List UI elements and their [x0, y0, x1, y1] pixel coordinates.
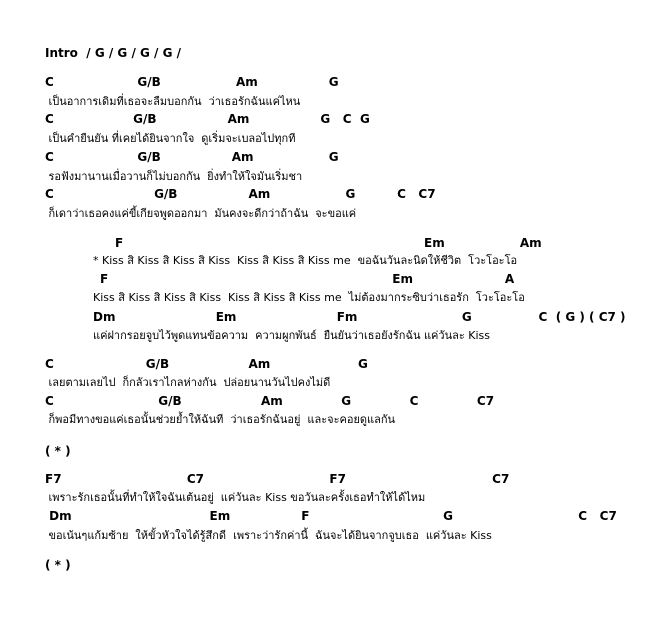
verse1-chord-3: C G/B Am G [45, 150, 339, 164]
intro-line: Intro / G / G / G / G / [45, 46, 181, 60]
verse1-chord-4: C G/B Am G C C7 [45, 187, 436, 201]
repeat-chorus-marker-2: ( * ) [45, 558, 71, 572]
verse1-lyric-1: เป็นอาการเดิมที่เธอจะลืมบอกกัน ว่าเธอรักฉันแค่ไหน [45, 95, 301, 108]
bridge-chord-2: Dm Em F G C C7 [45, 509, 617, 523]
verse1-chord-1: C G/B Am G [45, 75, 339, 89]
verse1-chord-2: C G/B Am G C G [45, 112, 370, 126]
verse1-lyric-3: รอฟังมานานเมื่อวานก็ไม่บอกกัน ยิ่งทำให้ใจมันเริ่มชา [45, 170, 303, 183]
verse2-chord-1: C G/B Am G [45, 357, 368, 371]
verse2-chord-2: C G/B Am G C C7 [45, 394, 495, 408]
chorus-chord-1: F Em Am [115, 236, 542, 250]
verse1-lyric-2: เป็นคำยืนยัน ที่เคยได้ยินจากใจ ดูเริ่มจะเบลอไปทุกที [45, 132, 296, 145]
bridge-lyric-1: เพราะรักเธอนั้นที่ทำให้ใจฉันเต้นอยู่ แค่วันละ Kiss ขอวันละครั้งเธอทำให้ได้ไหม [45, 491, 426, 504]
bridge-lyric-2: ขอเน้นๆแก้มซ้าย ให้ขั้วหัวใจได้รู้สึกดี เพราะว่ารักค่านี้ ฉันจะได้ยินจากจูบเธอ แค่วันละ Kiss [45, 529, 492, 542]
chorus-chord-2: F Em A [100, 272, 515, 286]
bridge-chord-1: F7 C7 F7 C7 [45, 472, 510, 486]
verse1-lyric-4: ก็เดาว่าเธอคงแค่ขี้เกียจพูดออกมา มันคงจะดีกว่าถ้าฉัน จะขอแค่ [45, 207, 357, 220]
repeat-chorus-marker-1: ( * ) [45, 444, 71, 458]
verse2-lyric-2: ก็พอมีทางขอแค่เธอนั้นช่วยย้ำให้ฉันที ว่าเธอรักฉันอยู่ และจะคอยดูแลกัน [45, 413, 396, 426]
chorus-chord-3: Dm Em Fm G C ( G ) ( C7 ) [93, 310, 626, 324]
chorus-lyric-3: แค่ฝากรอยจูบไว้พูดแทนข้อความ ความผูกพันธ์ ยืนยันว่าเธอยังรักฉัน แค่วันละ Kiss [93, 329, 490, 342]
verse2-lyric-1: เลยตามเลยไป ก็กลัวเราไกลห่างกัน ปล่อยนานวันไปคงไม่ดี [45, 376, 331, 389]
chorus-lyric-1: * Kiss สิ Kiss สิ Kiss สิ Kiss Kiss สิ Kiss สิ Kiss me ขอฉันวันละนิดให้ชีวิต โวะโอะโอ [93, 254, 518, 267]
chorus-lyric-2: Kiss สิ Kiss สิ Kiss สิ Kiss Kiss สิ Kiss สิ Kiss me ไม่ต้องมากระซิบว่าเธอรัก โวะโอะโอ [93, 291, 525, 304]
